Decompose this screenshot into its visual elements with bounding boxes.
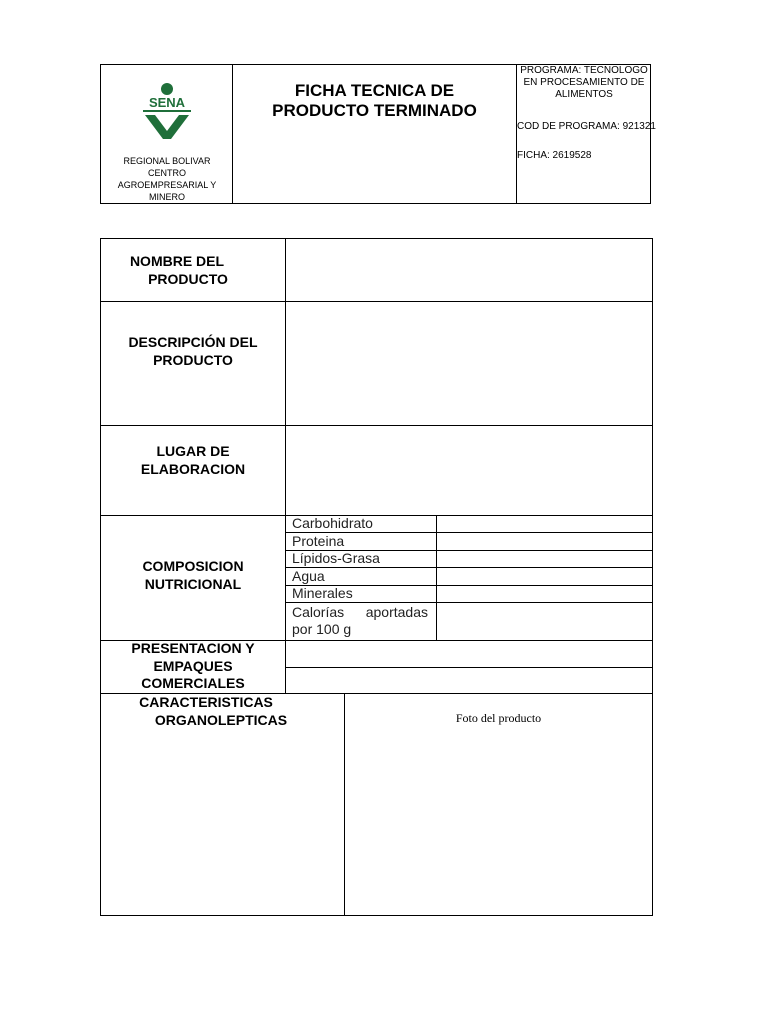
label-line: ELABORACION <box>140 461 246 477</box>
label-line: PRODUCTO <box>148 271 228 287</box>
column-divider <box>285 239 286 693</box>
nombre-producto-label <box>101 252 285 288</box>
label-line: ORGANOLEPTICAS <box>154 712 288 728</box>
programa-label: PROGRAMA: TECNOLOGO EN PROCESAMIENTO DE ALIMENTOS <box>520 65 648 100</box>
row-divider <box>101 425 652 426</box>
header-table <box>100 64 656 204</box>
title-line: PRODUCTO TERMINADO <box>272 101 477 120</box>
column-divider <box>344 693 345 915</box>
label-line: EMPAQUES <box>153 657 233 674</box>
nutrient-agua: Agua <box>292 568 325 584</box>
nutrient-proteina: Proteina <box>292 533 345 549</box>
label-line: PRESENTACION Y <box>131 640 255 656</box>
nutrient-divider <box>286 602 652 603</box>
presentacion-divider <box>286 667 652 668</box>
lugar-elaboracion-label <box>101 442 285 478</box>
presentacion-empaques-label <box>101 640 285 693</box>
nutrient-carbohidrato: Carbohidrato <box>292 515 373 531</box>
row-divider <box>101 515 652 516</box>
label-line: DESCRIPCIÓN DEL <box>128 334 258 350</box>
label-line: CARACTERISTICAS <box>139 694 273 710</box>
nutrient-divider <box>286 567 652 568</box>
label-line: NOMBRE DEL <box>129 253 225 269</box>
regional-label: REGIONAL BOLIVAR CENTRO AGROEMPRESARIAL Y MINERO <box>117 156 217 202</box>
row-divider <box>101 301 652 302</box>
logo-text: SENA <box>148 95 186 110</box>
caracteristicas-organolepticas-label <box>111 693 331 729</box>
cod-programa-label: COD DE PROGRAMA: 921321 <box>517 121 656 132</box>
label-line: PRODUCTO <box>153 352 233 368</box>
nutrient-calorias: Calorías aportadas por 100 g <box>292 604 428 637</box>
label-line: LUGAR DE <box>156 443 230 459</box>
descripcion-producto-label <box>101 333 285 369</box>
label-line: COMPOSICION <box>142 558 244 574</box>
label-line: COMERCIALES <box>141 675 245 691</box>
title-line: FICHA TECNICA DE <box>294 81 455 100</box>
foto-producto-placeholder: Foto del producto <box>455 711 542 725</box>
label-line: NUTRICIONAL <box>144 576 242 592</box>
composicion-nutricional-label <box>101 557 285 593</box>
column-divider <box>436 515 437 640</box>
product-spec-table <box>100 238 653 916</box>
nutrient-lipidos: Lípidos-Grasa <box>292 550 380 566</box>
ficha-label: FICHA: 2619528 <box>517 150 592 161</box>
sena-logo <box>137 81 197 141</box>
document-title <box>233 81 516 121</box>
nutrient-minerales: Minerales <box>292 585 353 601</box>
